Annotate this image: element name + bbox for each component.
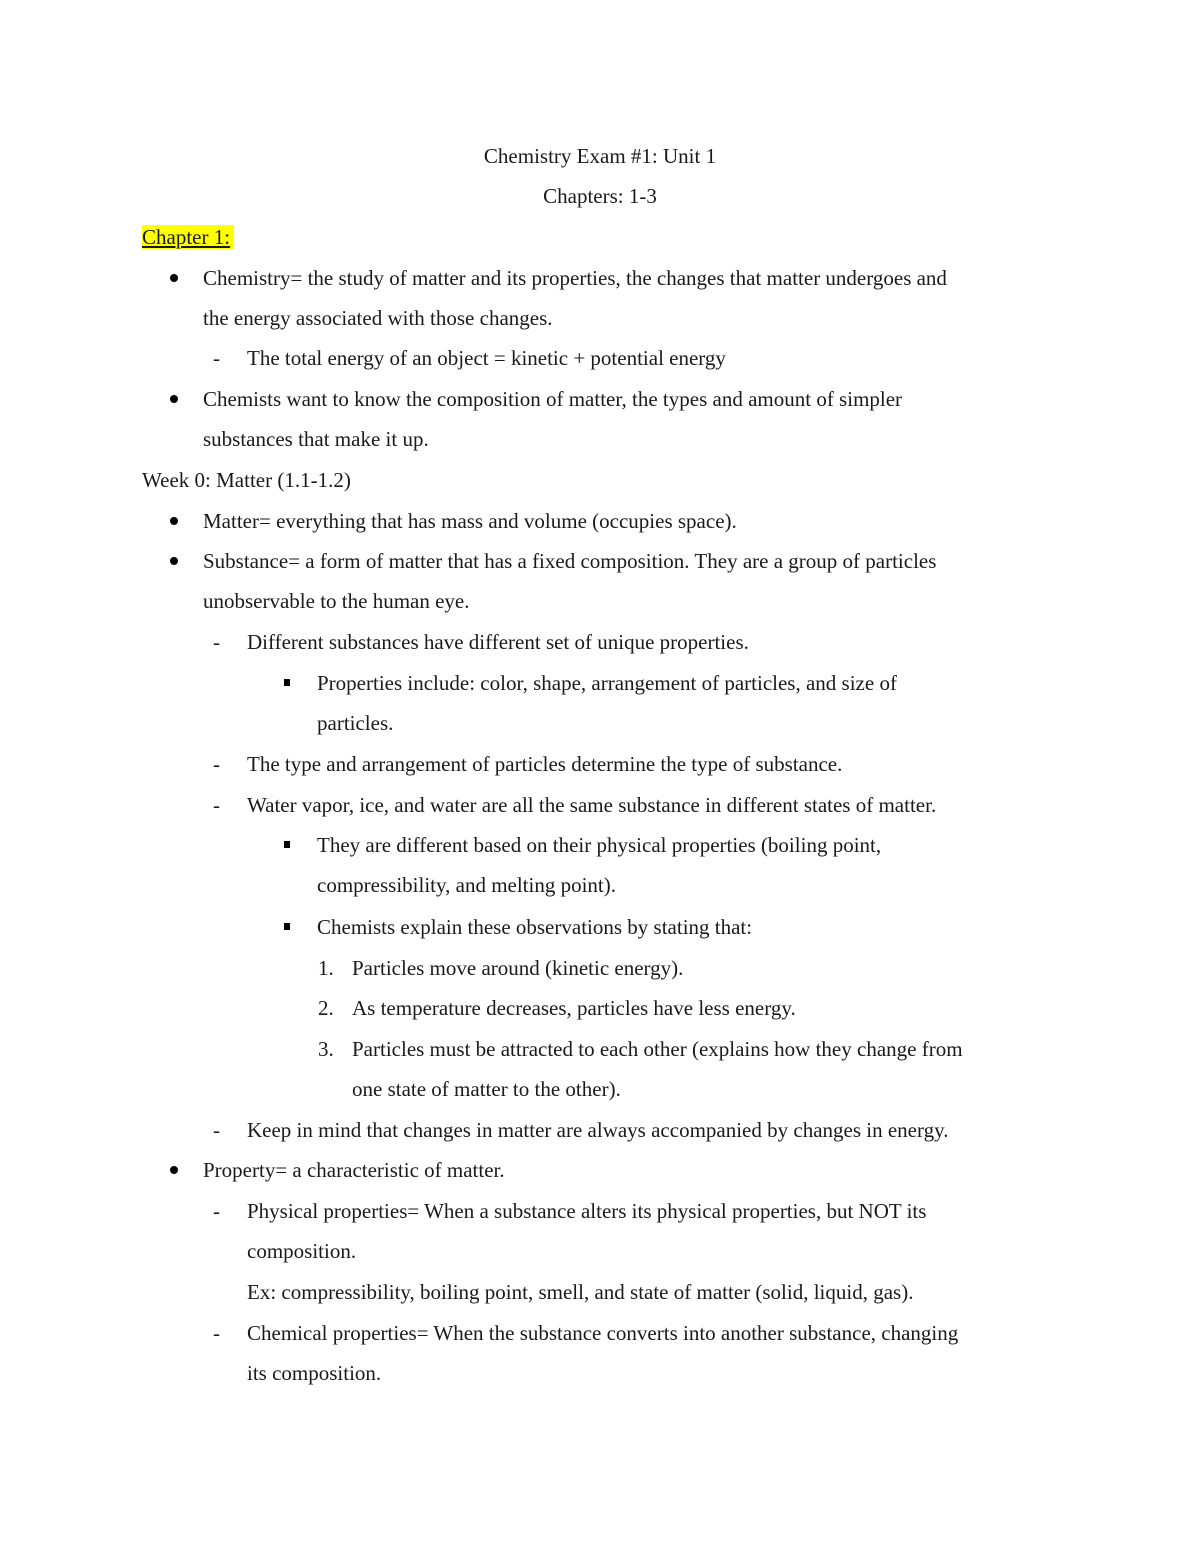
list-item-text: Substance= a form of matter that has a fixed composition. They are a group of particles <box>203 549 937 573</box>
week-heading: Week 0: Matter (1.1-1.2) <box>142 468 351 492</box>
list-item-text: Ex: compressibility, boiling point, smell, and state of matter (solid, liquid, gas). <box>247 1280 914 1304</box>
list-item-text: The total energy of an object = kinetic + potential energy <box>247 346 726 370</box>
dash-marker: - <box>213 752 220 776</box>
square-bullet-icon <box>284 923 290 930</box>
square-bullet-icon <box>284 841 290 848</box>
list-item-text: particles. <box>317 711 394 735</box>
bullet-icon <box>170 274 178 282</box>
dash-marker: - <box>213 793 220 817</box>
square-bullet-icon <box>284 679 290 686</box>
list-item-text: compressibility, and melting point). <box>317 873 617 897</box>
list-item-text: Chemists explain these observations by stating that: <box>317 915 753 939</box>
bullet-icon <box>170 395 178 403</box>
list-item-text: its composition. <box>247 1361 382 1385</box>
list-item-text: Chemistry= the study of matter and its properties, the changes that matter undergoes and <box>203 266 947 290</box>
list-number: 3. <box>318 1037 334 1061</box>
dash-marker: - <box>213 630 220 654</box>
list-item-text: Property= a characteristic of matter. <box>203 1158 505 1182</box>
list-item-text: Physical properties= When a substance alters its physical properties, but NOT its <box>247 1199 927 1223</box>
list-number: 2. <box>318 996 334 1020</box>
list-item-text: Chemical properties= When the substance converts into another substance, changing <box>247 1321 959 1345</box>
list-item-text: As temperature decreases, particles have less energy. <box>352 996 796 1020</box>
dash-marker: - <box>213 1321 220 1345</box>
dash-marker: - <box>213 1199 220 1223</box>
list-item-text: composition. <box>247 1239 357 1263</box>
list-item-text: Particles move around (kinetic energy). <box>352 956 684 980</box>
bullet-icon <box>170 557 178 565</box>
dash-marker: - <box>213 1118 220 1142</box>
document-subtitle: Chapters: 1-3 <box>543 184 657 208</box>
dash-marker: - <box>213 346 220 370</box>
bullet-icon <box>170 517 178 525</box>
list-item-text: Chemists want to know the composition of matter, the types and amount of simpler <box>203 387 903 411</box>
list-item-text: The type and arrangement of particles determine the type of substance. <box>247 752 843 776</box>
list-number: 1. <box>318 956 334 980</box>
list-item-text: the energy associated with those changes. <box>203 306 553 330</box>
list-item-text: one state of matter to the other). <box>352 1077 621 1101</box>
list-item-text: Keep in mind that changes in matter are always accompanied by changes in energy. <box>247 1118 949 1142</box>
chapter-heading-highlight: Chapter 1: <box>142 225 234 249</box>
list-item-text: Different substances have different set of unique properties. <box>247 630 749 654</box>
document-title: Chemistry Exam #1: Unit 1 <box>483 144 717 168</box>
list-item-text: substances that make it up. <box>203 427 429 451</box>
chapter-heading <box>142 217 234 257</box>
list-item-text: unobservable to the human eye. <box>203 589 470 613</box>
list-item-text: Properties include: color, shape, arrangement of particles, and size of <box>317 671 897 695</box>
list-item-text: Water vapor, ice, and water are all the same substance in different states of matter. <box>247 793 937 817</box>
list-item-text: Particles must be attracted to each other (explains how they change from <box>352 1037 963 1061</box>
bullet-icon <box>170 1166 178 1174</box>
list-item-text: They are different based on their physical properties (boiling point, <box>317 833 882 857</box>
list-item-text: Matter= everything that has mass and volume (occupies space). <box>203 509 737 533</box>
